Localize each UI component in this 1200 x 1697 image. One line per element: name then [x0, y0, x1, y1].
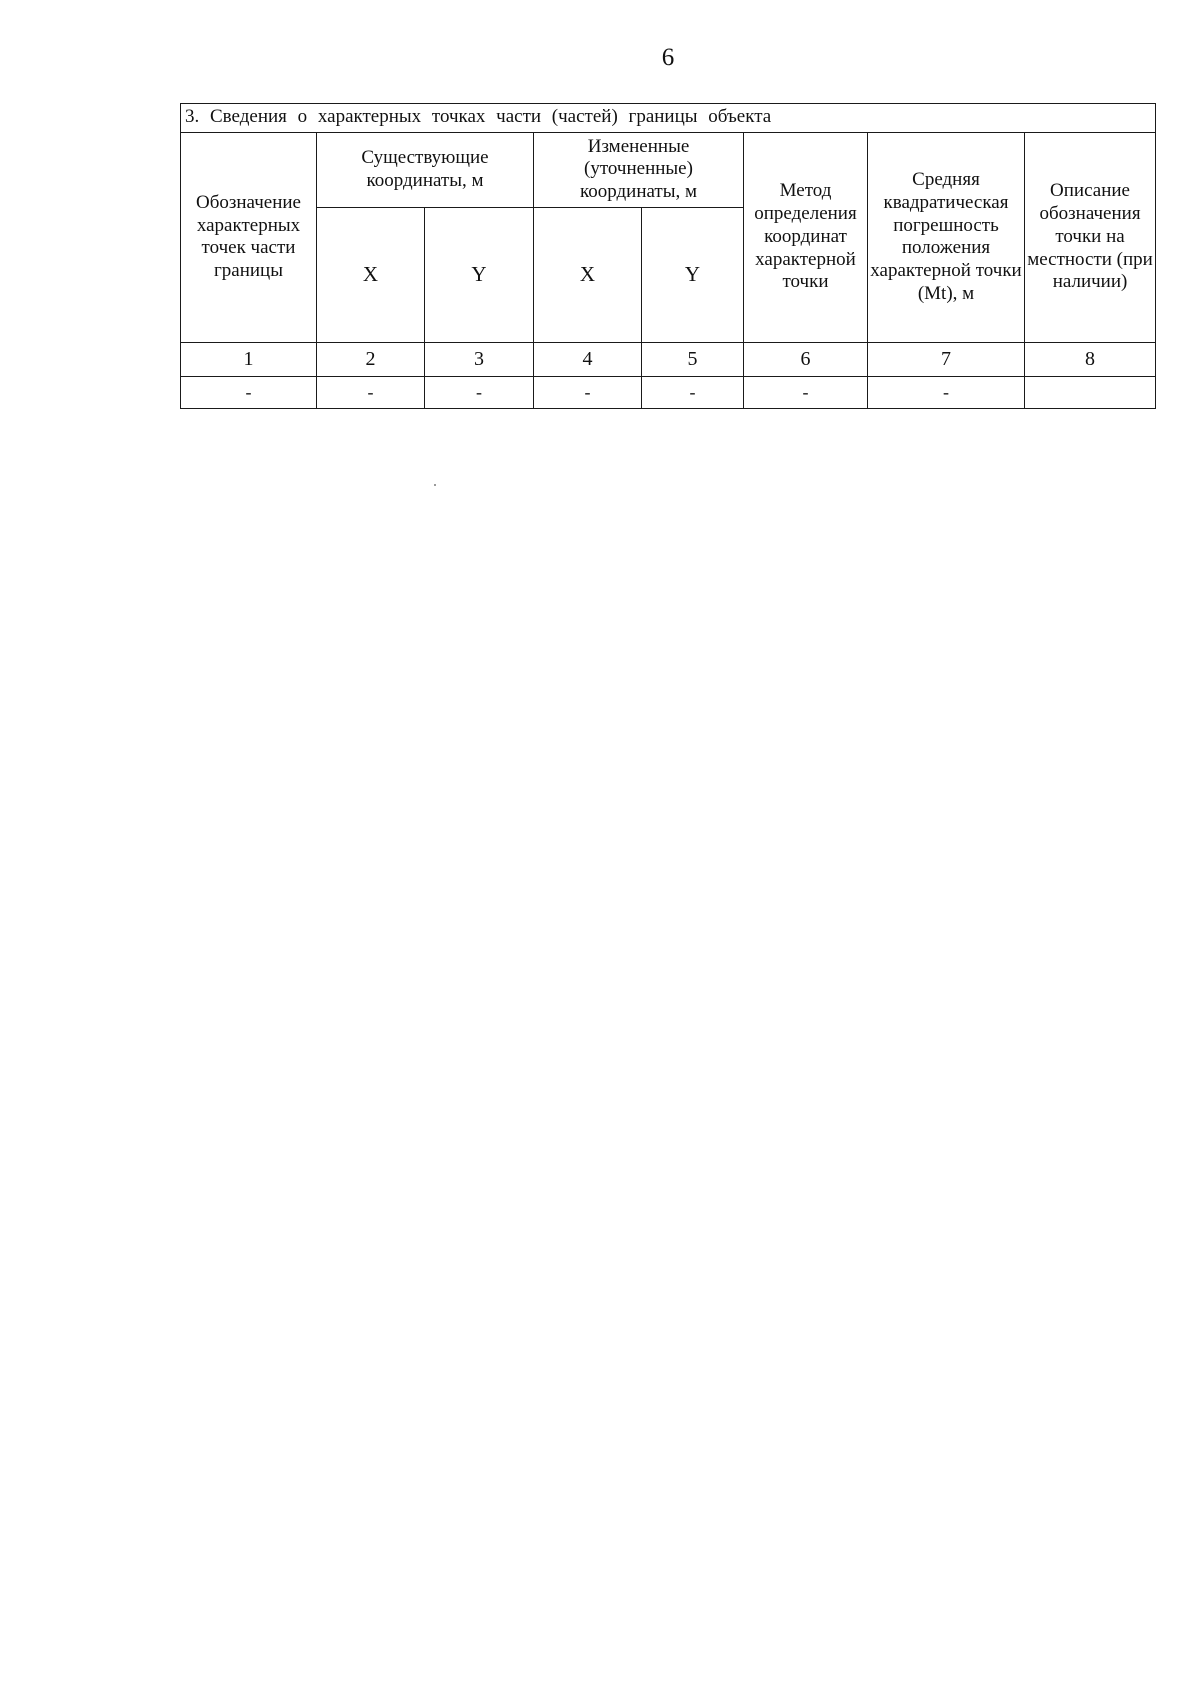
- header-changed-y: Y: [642, 207, 744, 342]
- column-number: 8: [1025, 342, 1156, 376]
- header-changed-coordinates: Измененные (уточненные) координаты, м: [534, 132, 744, 207]
- header-existing-coordinates: Существующие координаты, м: [317, 132, 534, 207]
- header-existing-y: Y: [425, 207, 534, 342]
- column-number: 7: [868, 342, 1025, 376]
- table-cell: -: [317, 376, 425, 408]
- column-number: 6: [744, 342, 868, 376]
- header-existing-x: X: [317, 207, 425, 342]
- table-cell: -: [868, 376, 1025, 408]
- column-number: 3: [425, 342, 534, 376]
- table-cell: -: [744, 376, 868, 408]
- table-cell: -: [425, 376, 534, 408]
- table-cell: -: [642, 376, 744, 408]
- column-number: 5: [642, 342, 744, 376]
- scan-speck: [434, 484, 436, 486]
- column-number: 2: [317, 342, 425, 376]
- column-number-row: [181, 342, 1156, 376]
- table-row: [181, 376, 1156, 408]
- table-caption: 3. Сведения о характерных точках части (частей) границы объекта: [181, 104, 1156, 133]
- header-designation: Обозначение характерных точек части границы: [181, 132, 317, 342]
- header-method: Метод определения координат характерной точки: [744, 132, 868, 342]
- points-section: [180, 103, 1155, 409]
- table-cell: -: [181, 376, 317, 408]
- header-changed-x: X: [534, 207, 642, 342]
- header-point-description: Описание обозначения точки на местности (при наличии): [1025, 132, 1156, 342]
- header-mean-square-error: Средняя квадратическая погрешность положения характерной точки (Mt), м: [868, 132, 1025, 342]
- table-cell: [1025, 376, 1156, 408]
- characteristic-points-table: [180, 103, 1156, 409]
- page-number: 6: [661, 44, 675, 71]
- table-cell: -: [534, 376, 642, 408]
- column-number: 4: [534, 342, 642, 376]
- column-number: 1: [181, 342, 317, 376]
